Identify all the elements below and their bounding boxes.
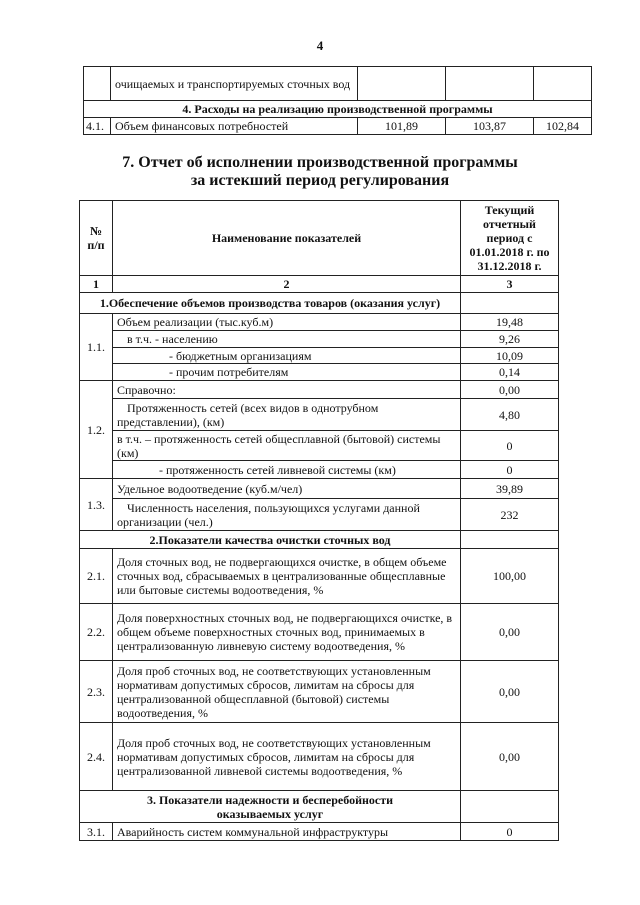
row-name: Справочно: xyxy=(113,381,461,399)
section-heading: 2.Показатели качества очистки сточных вод xyxy=(80,531,461,549)
row-number: 1.1. xyxy=(80,314,113,381)
row-name: Доля поверхностных сточных вод, не подвергающихся очистке, в общем объеме поверхностных сточных вод, принимаемых в централизованную ливневую систему водоотведения, % xyxy=(113,604,461,661)
header-name: Наименование показателей xyxy=(113,201,461,276)
column-number: 3 xyxy=(461,276,559,293)
row-value: 0,00 xyxy=(461,604,559,661)
row-name: Аварийность систем коммунальной инфраструктуры xyxy=(113,823,461,841)
row-name: в т.ч. - населению xyxy=(113,331,461,348)
row-value: 103,87 xyxy=(446,118,534,135)
row-value: 19,48 xyxy=(461,314,559,331)
title-line: за истекший период регулирования xyxy=(190,172,450,189)
row-name: в т.ч. – протяженность сетей общесплавной (бытовой) системы (км) xyxy=(113,431,461,461)
row-value: 0 xyxy=(461,461,559,479)
row-value: 0 xyxy=(461,431,559,461)
row-number: 2.4. xyxy=(80,723,113,791)
row-value: 102,84 xyxy=(534,118,592,135)
column-number: 1 xyxy=(80,276,113,293)
row-value: 0 xyxy=(461,823,559,841)
header-value: Текущий отчетный период с 01.01.2018 г. по 31.12.2018 г. xyxy=(461,201,559,276)
row-value: 232 xyxy=(461,499,559,531)
report-table xyxy=(79,200,559,841)
row-number: 4.1. xyxy=(84,118,111,135)
row-value: 4,80 xyxy=(461,399,559,431)
row-name: Объем финансовых потребностей xyxy=(111,118,358,135)
row-name: - бюджетным организациям xyxy=(113,348,461,364)
column-number: 2 xyxy=(113,276,461,293)
expenses-table xyxy=(83,66,592,135)
row-name: Доля проб сточных вод, не соответствующих установленным нормативам допустимых сбросов, лимитам на сбросы для централизованной общесплавной (бытовой) системы водоотведения, % xyxy=(113,661,461,723)
row-name: Доля проб сточных вод, не соответствующих установленным нормативам допустимых сбросов, лимитам на сбросы для централизованной ливневой системы водоотведения, % xyxy=(113,723,461,791)
section-heading: 3. Показатели надежности и бесперебойности оказываемых услуг xyxy=(80,791,461,823)
table-row xyxy=(84,118,592,135)
row-value: 100,00 xyxy=(461,549,559,604)
row-number: 2.3. xyxy=(80,661,113,723)
table-row xyxy=(84,67,592,101)
row-value: 0,00 xyxy=(461,723,559,791)
section-title xyxy=(0,154,640,190)
row-value: 39,89 xyxy=(461,479,559,499)
row-value: 9,26 xyxy=(461,331,559,348)
row-name: очищаемых и транспортируемых сточных вод xyxy=(111,67,358,101)
row-number: 2.1. xyxy=(80,549,113,604)
row-value: 0,00 xyxy=(461,381,559,399)
row-name: Объем реализации (тыс.куб.м) xyxy=(113,314,461,331)
row-name: - прочим потребителям xyxy=(113,364,461,381)
row-name: - протяженность сетей ливневой системы (км) xyxy=(113,461,461,479)
row-number: 3.1. xyxy=(80,823,113,841)
row-value: 0,00 xyxy=(461,661,559,723)
section-heading: 4. Расходы на реализацию производственной программы xyxy=(84,101,592,118)
row-name: Протяженность сетей (всех видов в однотрубном представлении), (км) xyxy=(113,399,461,431)
row-value: 0,14 xyxy=(461,364,559,381)
row-value: 101,89 xyxy=(358,118,446,135)
header-row xyxy=(80,201,559,276)
row-name: Удельное водоотведение (куб.м/чел) xyxy=(113,479,461,499)
header-number: № п/п xyxy=(80,201,113,276)
row-number: 2.2. xyxy=(80,604,113,661)
row-value: 10,09 xyxy=(461,348,559,364)
row-number: 1.3. xyxy=(80,479,113,531)
row-name: Доля сточных вод, не подвергающихся очистке, в общем объеме сточных вод, сбрасываемых в централизованные общесплавные или бытовые системы водоотведения, % xyxy=(113,549,461,604)
row-number: 1.2. xyxy=(80,381,113,479)
row-name: Численность населения, пользующихся услугами данной организации (чел.) xyxy=(113,499,461,531)
page-number: 4 xyxy=(316,38,324,53)
title-line: 7. Отчет об исполнении производственной программы xyxy=(122,154,518,171)
section-heading: 1.Обеспечение объемов производства товаров (оказания услуг) xyxy=(80,293,461,314)
